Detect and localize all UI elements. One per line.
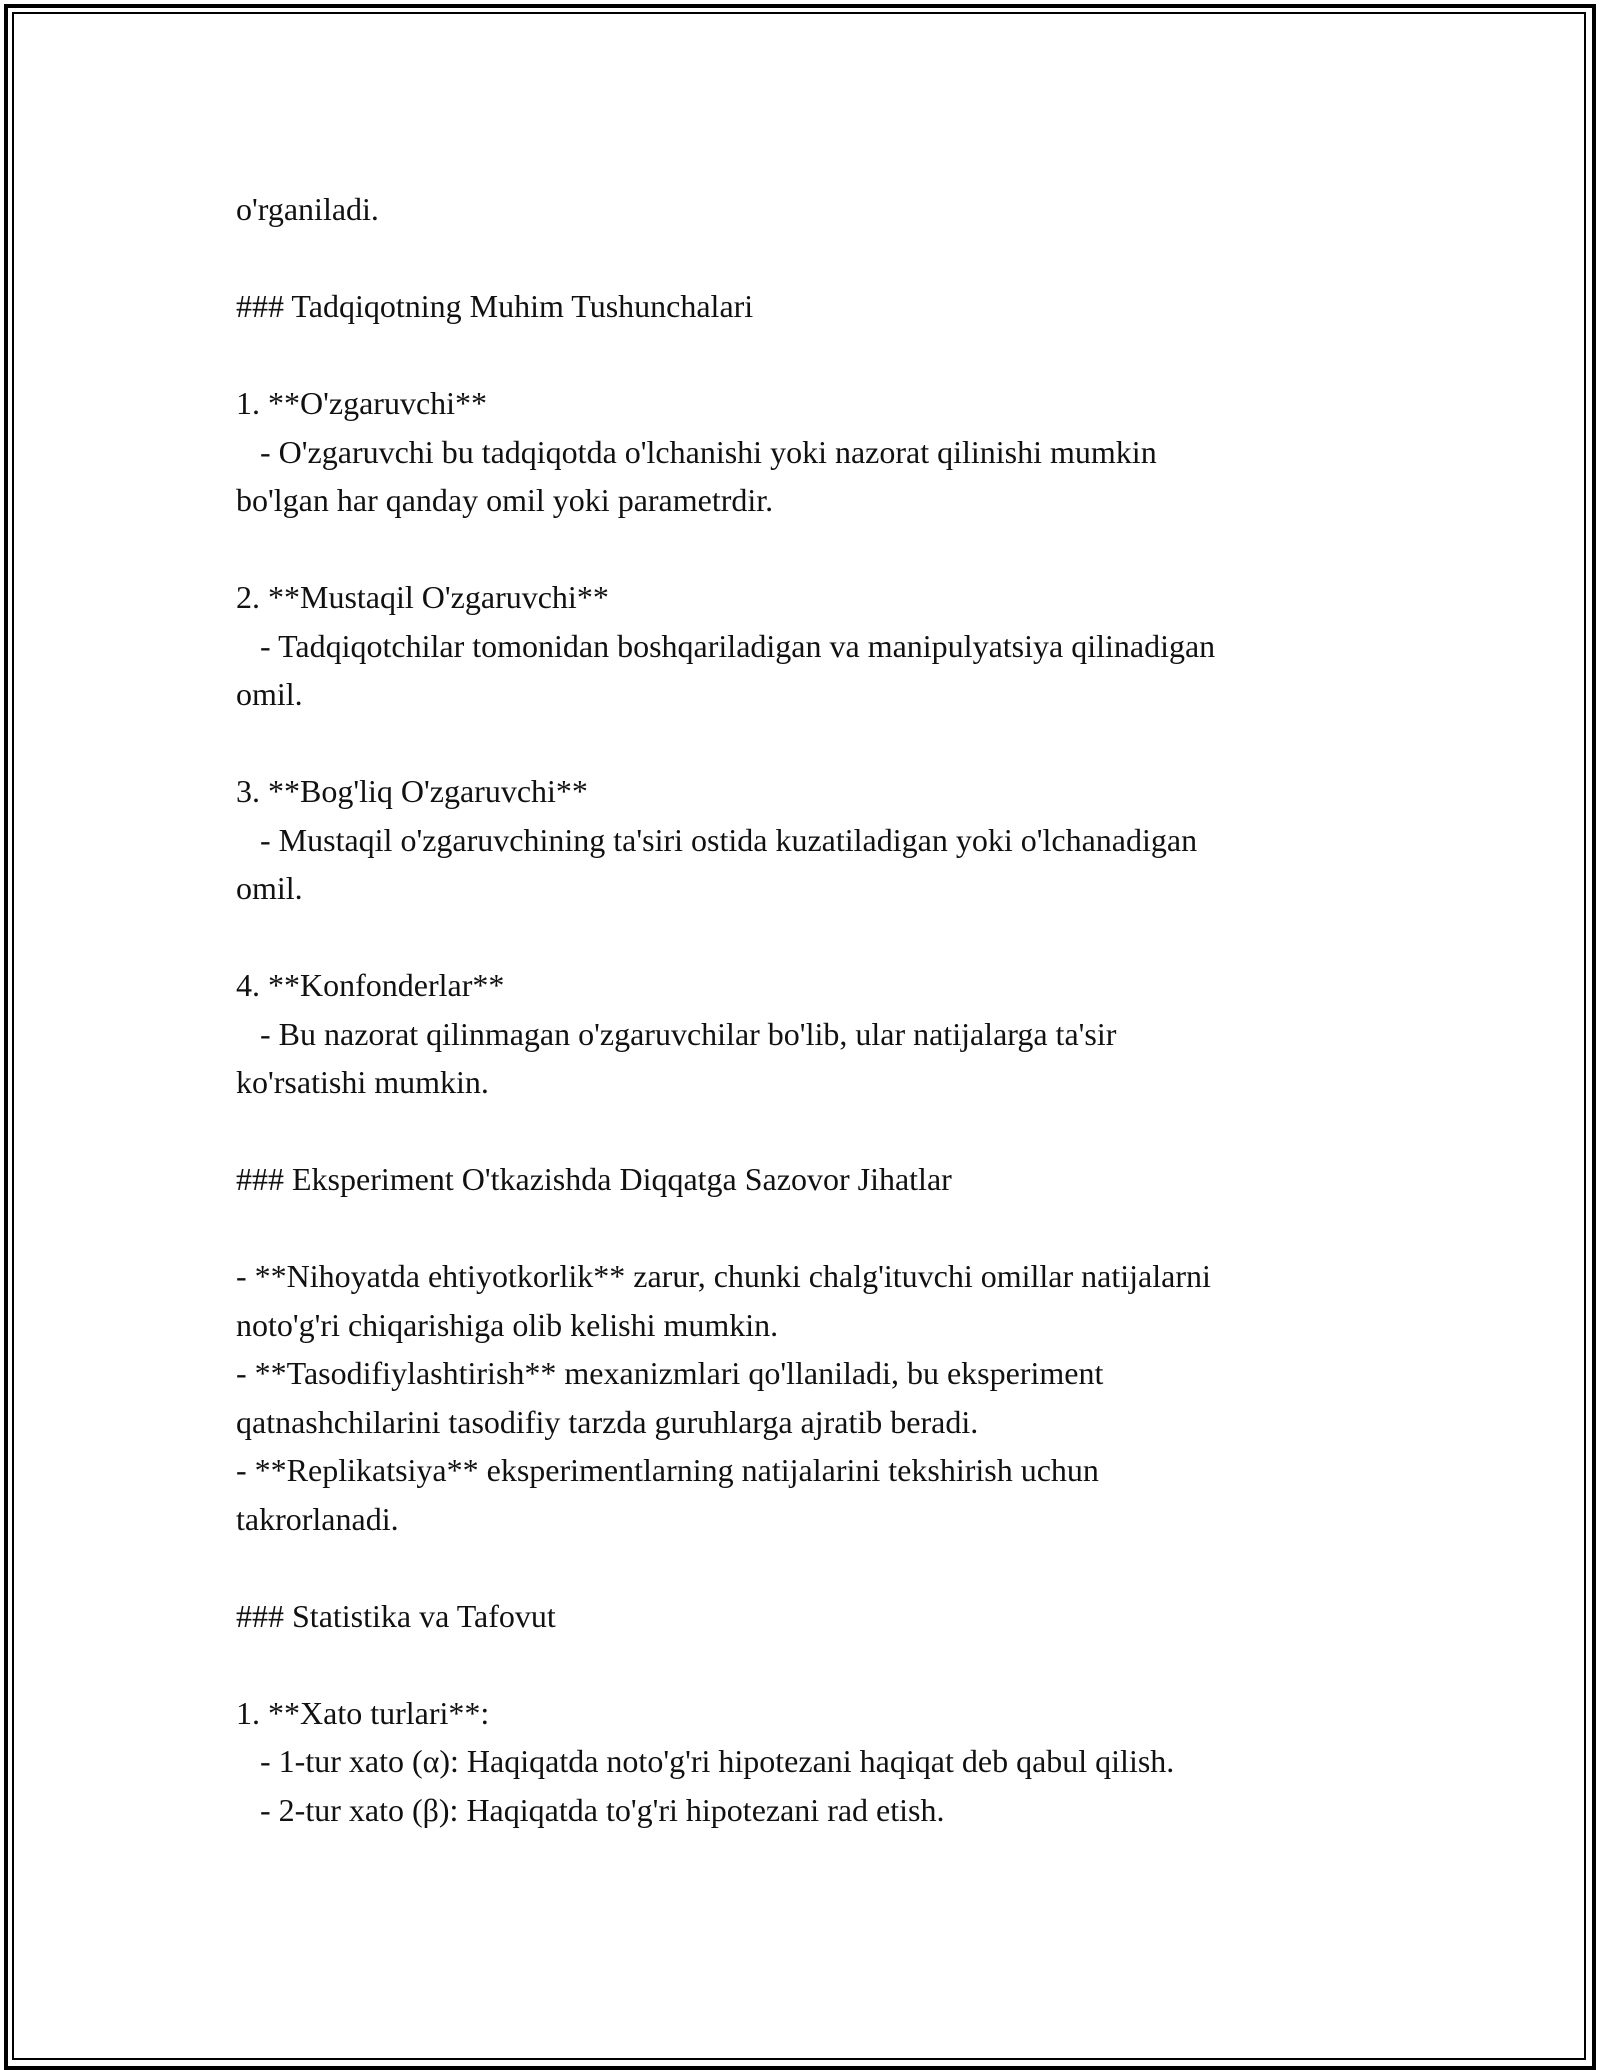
list-item-text: ko'rsatishi mumkin. xyxy=(236,1064,489,1100)
section-heading: ### Eksperiment O'tkazishda Diqqatga Sazovor Jihatlar xyxy=(236,1161,952,1197)
blank-line xyxy=(236,525,1386,574)
blank-line xyxy=(236,234,1386,283)
list-item-text: - 1-tur xato (α): Haqiqatda noto'g'ri hipotezani haqiqat deb qabul qilish. xyxy=(236,1743,1175,1779)
blank-line xyxy=(236,331,1386,380)
list-item-text: omil. xyxy=(236,676,303,712)
bullet-item-text: - **Replikatsiya** eksperimentlarning natijalarini tekshirish uchun xyxy=(236,1452,1099,1488)
bullet-item-text: takrorlanadi. xyxy=(236,1500,399,1537)
bullet-item-text: qatnashchilarini tasodifiy tarzda guruhlarga ajratib beradi. xyxy=(236,1403,979,1440)
blank-line xyxy=(236,913,1386,962)
list-item-title: 1. **O'zgaruvchi** xyxy=(236,385,488,421)
list-item-text: bo'lgan har qanday omil yoki parametrdir. xyxy=(236,482,774,518)
section-heading: ### Statistika va Tafovut xyxy=(236,1597,556,1634)
bullet-item-text: - **Tasodifiylashtirish** mexanizmlari qo'llaniladi, bu eksperiment xyxy=(236,1355,1104,1391)
list-item-title: 4. **Konfonderlar** xyxy=(236,967,505,1003)
list-item-title: 1. **Xato turlari**: xyxy=(236,1694,490,1731)
blank-line xyxy=(236,1204,1386,1253)
list-item-text: - Bu nazorat qilinmagan o'zgaruvchilar bo'lib, ular natijalarga ta'sir xyxy=(236,1015,1117,1052)
section-heading: ### Tadqiqotning Muhim Tushunchalari xyxy=(236,288,754,324)
text-line: o'rganiladi. xyxy=(236,191,379,227)
list-item-text: - Mustaqil o'zgaruvchining ta'siri ostida kuzatiladigan yoki o'lchanadigan xyxy=(236,821,1198,858)
bullet-item-text: - **Nihoyatda ehtiyotkorlik** zarur, chunki chalg'ituvchi omillar natijalarni xyxy=(236,1258,1211,1294)
blank-line xyxy=(236,719,1386,768)
list-item-text: - Tadqiqotchilar tomonidan boshqariladigan va manipulyatsiya qilinadigan xyxy=(236,627,1216,664)
blank-line xyxy=(236,1640,1386,1689)
list-item-title: 2. **Mustaqil O'zgaruvchi** xyxy=(236,579,609,615)
list-item-text: omil. xyxy=(236,870,303,906)
bullet-item-text: noto'g'ri chiqarishiga olib kelishi mumkin. xyxy=(236,1306,779,1343)
document-body xyxy=(236,185,1386,1834)
list-item-title: 3. **Bog'liq O'zgaruvchi** xyxy=(236,773,588,809)
list-item-text: - O'zgaruvchi bu tadqiqotda o'lchanishi yoki nazorat qilinishi mumkin xyxy=(236,433,1157,470)
list-item-text: - 2-tur xato (β): Haqiqatda to'g'ri hipotezani rad etish. xyxy=(236,1791,945,1828)
blank-line xyxy=(236,1107,1386,1156)
blank-line xyxy=(236,1543,1386,1592)
